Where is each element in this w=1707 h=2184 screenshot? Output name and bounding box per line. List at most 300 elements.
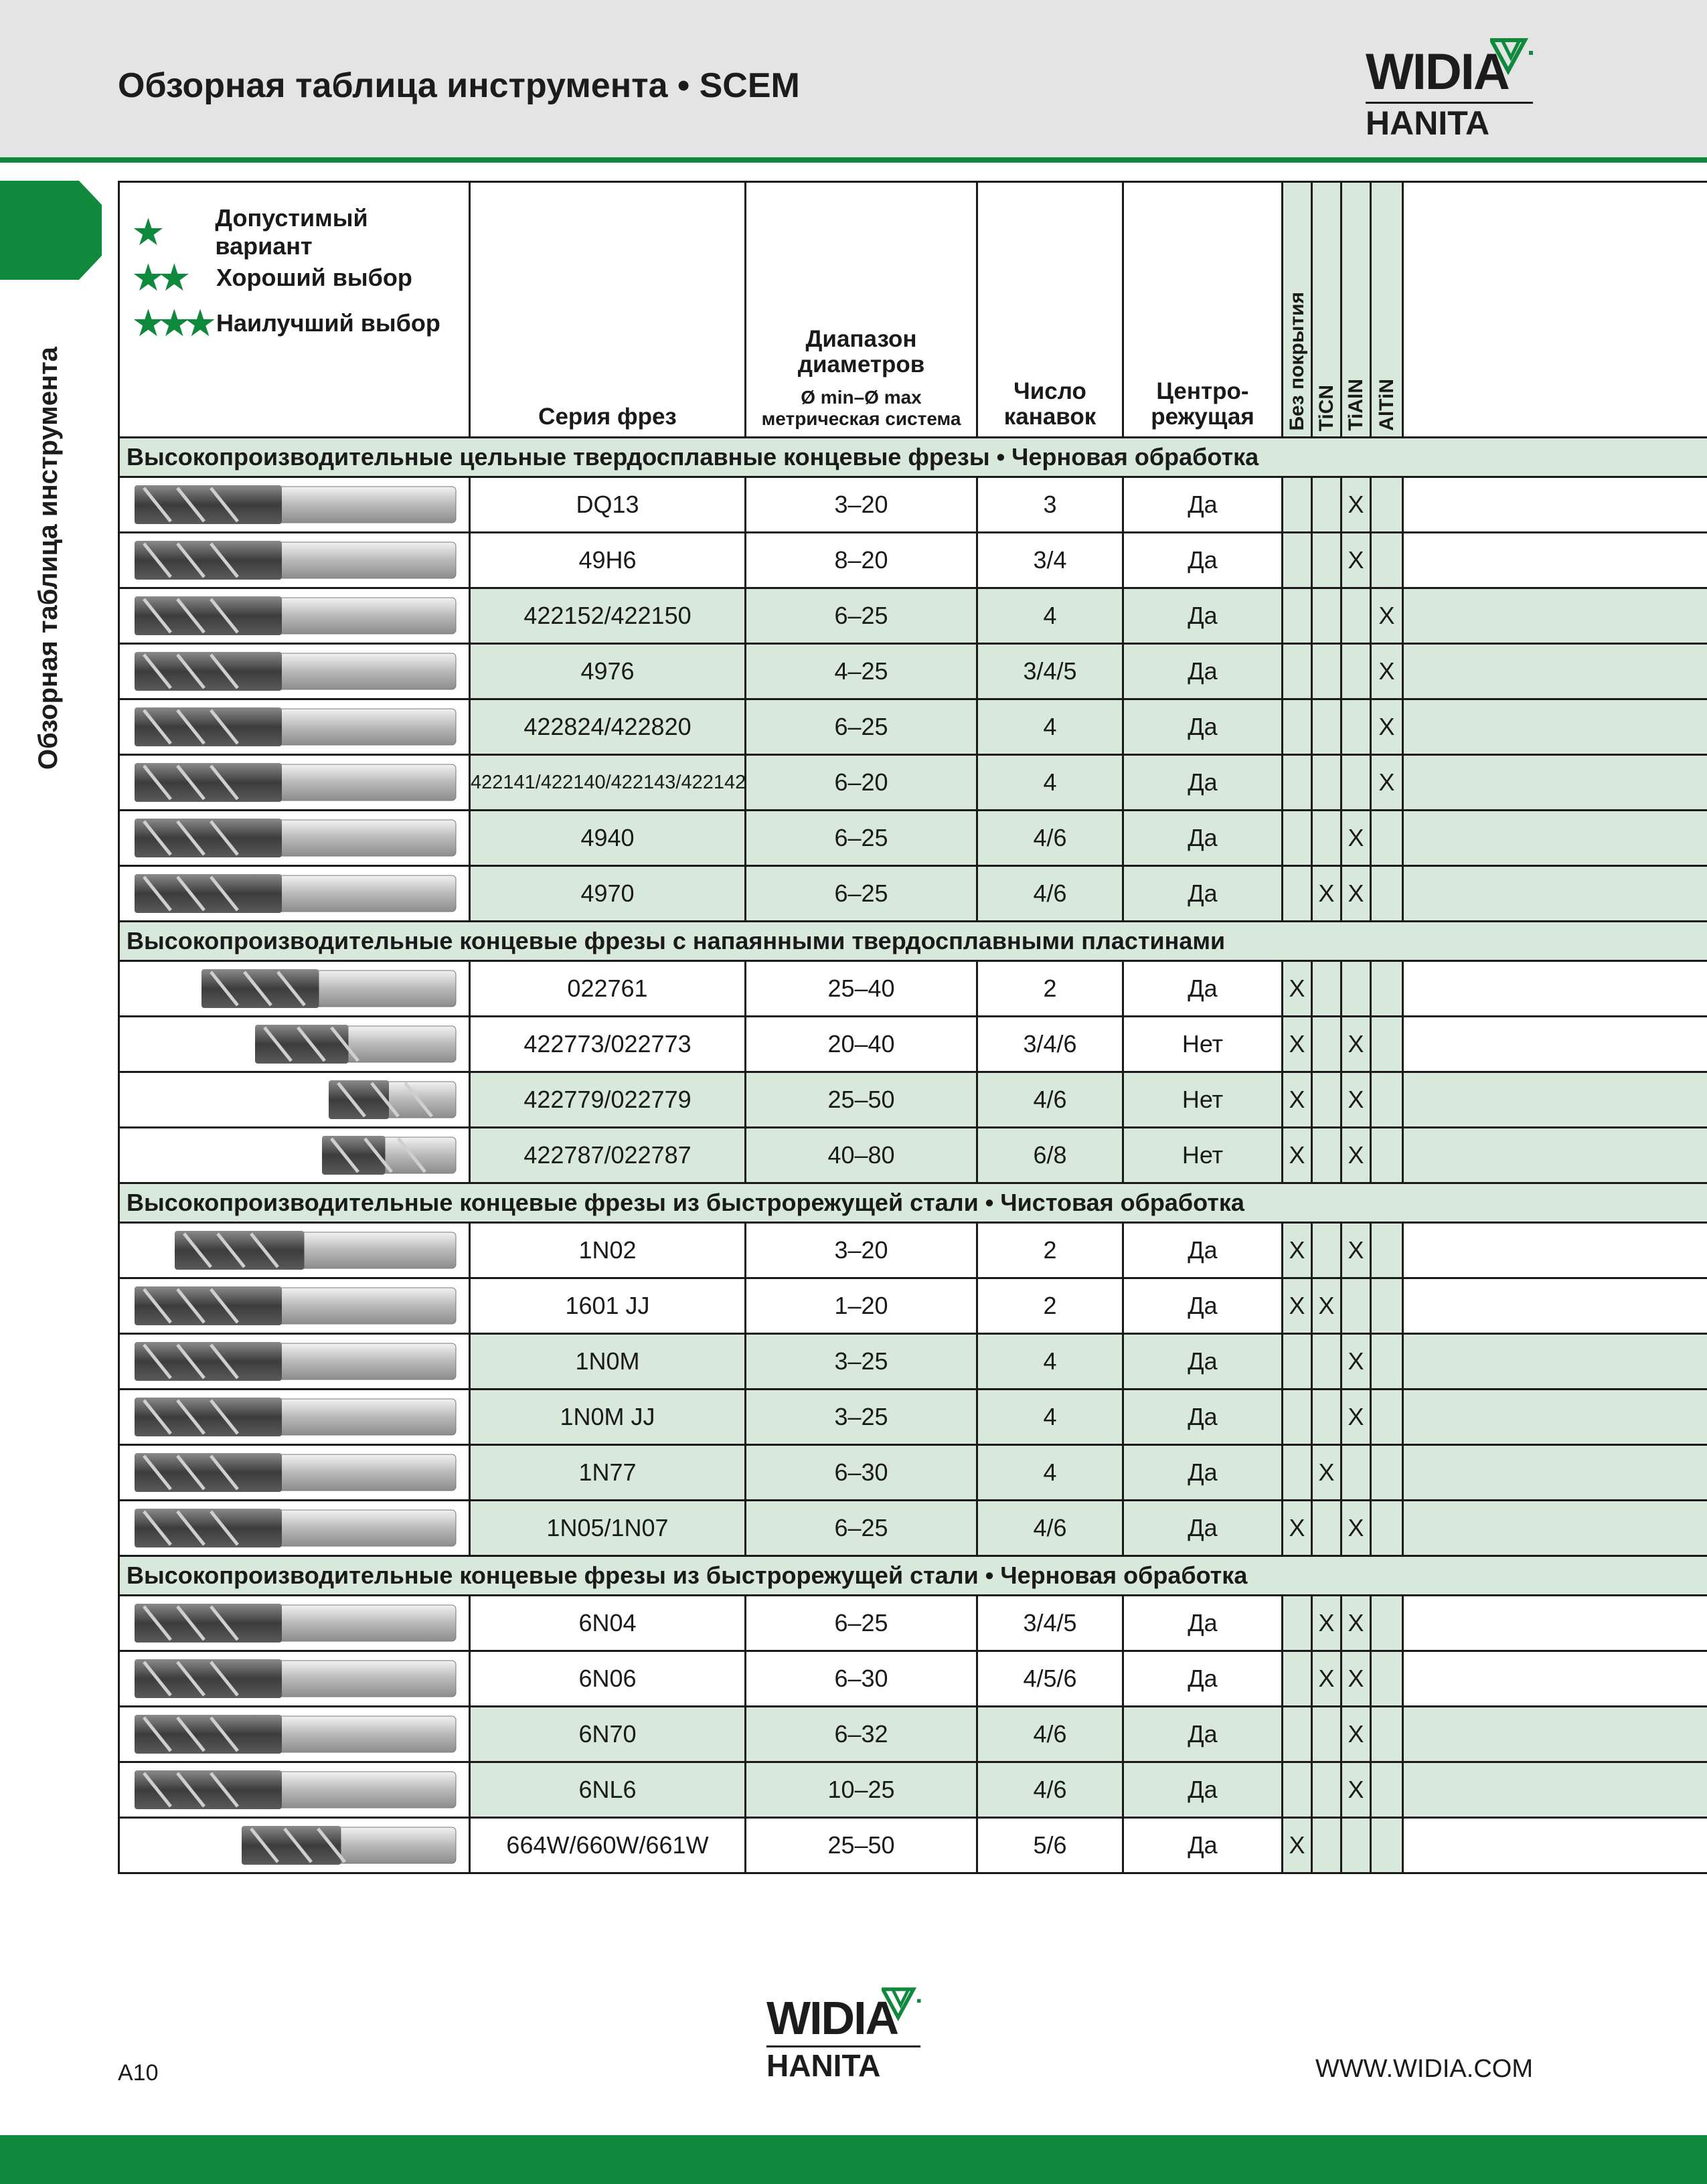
tialn-cell: X xyxy=(1342,1596,1371,1651)
center-cutting-cell: Нет xyxy=(1123,1017,1283,1072)
uncoated-cell xyxy=(1283,1334,1312,1390)
altin-cell xyxy=(1371,1445,1403,1501)
section-tab-marker xyxy=(0,181,102,280)
ticn-cell xyxy=(1312,1017,1342,1072)
tialn-cell: X xyxy=(1342,1334,1371,1390)
table-row xyxy=(119,1017,1707,1072)
empty-cell xyxy=(1403,755,1707,811)
series-cell: 1N02 xyxy=(470,1223,746,1278)
uncoated-cell xyxy=(1283,699,1312,755)
diameter-cell: 40–80 xyxy=(746,1128,977,1183)
altin-cell xyxy=(1371,961,1403,1017)
ticn-cell xyxy=(1312,1762,1342,1818)
center-cutting-cell: Нет xyxy=(1123,1128,1283,1183)
diameter-cell: 6–25 xyxy=(746,866,977,922)
empty-cell xyxy=(1403,533,1707,588)
altin-cell xyxy=(1371,1390,1403,1445)
column-header-diameter: Диапазон диаметров Ø min–Ø max метрическая система xyxy=(746,182,977,438)
logo-triangle-icon xyxy=(882,1987,924,2021)
series-cell: 4976 xyxy=(470,644,746,699)
uncoated-cell: X xyxy=(1283,961,1312,1017)
center-cutting-cell: Да xyxy=(1123,755,1283,811)
section-title: Высокопроизводительные концевые фрезы с напаянными твердосплавными пластинами xyxy=(119,922,1707,961)
altin-cell xyxy=(1371,1762,1403,1818)
altin-cell xyxy=(1371,477,1403,533)
tialn-cell: X xyxy=(1342,811,1371,866)
end-mill-icon xyxy=(131,481,459,528)
diameter-cell: 6–25 xyxy=(746,811,977,866)
tialn-cell: X xyxy=(1342,1390,1371,1445)
tool-image xyxy=(119,1818,470,1873)
tialn-cell xyxy=(1342,644,1371,699)
altin-cell xyxy=(1371,1707,1403,1762)
center-cutting-cell: Да xyxy=(1123,1223,1283,1278)
end-mill-icon xyxy=(131,1338,459,1385)
series-cell: 6NL6 xyxy=(470,1762,746,1818)
end-mill-icon xyxy=(131,759,459,806)
footer-logo-hanita-text: HANITA xyxy=(766,2048,881,2083)
table-row xyxy=(119,755,1707,811)
altin-cell: X xyxy=(1371,755,1403,811)
ticn-cell xyxy=(1312,811,1342,866)
series-cell: 022761 xyxy=(470,961,746,1017)
uncoated-cell xyxy=(1283,1762,1312,1818)
legend-label: Допустимый вариант xyxy=(215,204,368,260)
series-cell: 4970 xyxy=(470,866,746,922)
footer-logo xyxy=(766,1992,920,2083)
table-row xyxy=(119,644,1707,699)
legend-item xyxy=(133,204,469,260)
flutes-cell: 6/8 xyxy=(977,1128,1123,1183)
series-cell: 422779/022779 xyxy=(470,1072,746,1128)
end-mill-icon xyxy=(131,1655,459,1702)
tool-image xyxy=(119,533,470,588)
empty-cell xyxy=(1403,1334,1707,1390)
tialn-cell: X xyxy=(1342,1651,1371,1707)
section-title: Высокопроизводительные концевые фрезы из быстрорежущей стали • Черновая обработка xyxy=(119,1556,1707,1596)
tool-image xyxy=(119,1128,470,1183)
tialn-cell: X xyxy=(1342,1762,1371,1818)
tool-image xyxy=(119,1390,470,1445)
empty-cell xyxy=(1403,1501,1707,1556)
tool-image xyxy=(119,1762,470,1818)
center-cutting-cell: Да xyxy=(1123,588,1283,644)
section-header-row xyxy=(119,438,1707,477)
center-cutting-cell: Да xyxy=(1123,866,1283,922)
uncoated-cell: X xyxy=(1283,1128,1312,1183)
flutes-cell: 4 xyxy=(977,755,1123,811)
end-mill-icon xyxy=(131,1076,459,1123)
ticn-cell xyxy=(1312,1128,1342,1183)
section-title: Высокопроизводительные цельные твердосплавные концевые фрезы • Черновая обработка xyxy=(119,438,1707,477)
tialn-cell xyxy=(1342,755,1371,811)
column-header-ticn: TiCN xyxy=(1312,182,1342,438)
ticn-cell xyxy=(1312,1390,1342,1445)
tialn-cell: X xyxy=(1342,1072,1371,1128)
tool-image xyxy=(119,1501,470,1556)
end-mill-icon xyxy=(131,592,459,639)
uncoated-cell: X xyxy=(1283,1017,1312,1072)
series-cell: 6N04 xyxy=(470,1596,746,1651)
tialn-cell xyxy=(1342,588,1371,644)
flutes-cell: 3/4/6 xyxy=(977,1017,1123,1072)
empty-cell xyxy=(1403,1596,1707,1651)
diameter-cell: 3–25 xyxy=(746,1334,977,1390)
tialn-cell xyxy=(1342,1278,1371,1334)
empty-cell xyxy=(1403,961,1707,1017)
diameter-cell: 25–40 xyxy=(746,961,977,1017)
diameter-cell: 25–50 xyxy=(746,1818,977,1873)
ticn-cell xyxy=(1312,588,1342,644)
table-row xyxy=(119,533,1707,588)
table-row xyxy=(119,1651,1707,1707)
altin-cell xyxy=(1371,1017,1403,1072)
series-cell: DQ13 xyxy=(470,477,746,533)
flutes-cell: 3/4/5 xyxy=(977,1596,1123,1651)
tialn-cell xyxy=(1342,699,1371,755)
empty-cell xyxy=(1403,1017,1707,1072)
series-cell: 422141/422140/422143/422142 xyxy=(470,755,746,811)
uncoated-cell: X xyxy=(1283,1501,1312,1556)
center-cutting-cell: Да xyxy=(1123,1818,1283,1873)
series-cell: 1N77 xyxy=(470,1445,746,1501)
footer-logo-widia-text: WIDIA xyxy=(766,1992,898,2044)
center-cutting-cell: Да xyxy=(1123,1596,1283,1651)
table-row xyxy=(119,1390,1707,1445)
tool-image xyxy=(119,1445,470,1501)
ticn-cell xyxy=(1312,644,1342,699)
diameter-cell: 6–25 xyxy=(746,699,977,755)
end-mill-icon xyxy=(131,1505,459,1551)
column-header-flutes: Число канавок xyxy=(977,182,1123,438)
empty-cell xyxy=(1403,866,1707,922)
flutes-cell: 5/6 xyxy=(977,1818,1123,1873)
series-cell: 664W/660W/661W xyxy=(470,1818,746,1873)
star-icon: ★★ xyxy=(133,259,185,297)
diameter-cell: 10–25 xyxy=(746,1762,977,1818)
altin-cell xyxy=(1371,1651,1403,1707)
tialn-cell: X xyxy=(1342,1128,1371,1183)
uncoated-cell xyxy=(1283,1390,1312,1445)
flutes-cell: 4/6 xyxy=(977,1501,1123,1556)
section-header-row xyxy=(119,1556,1707,1596)
flutes-cell: 3/4 xyxy=(977,533,1123,588)
center-cutting-cell: Да xyxy=(1123,644,1283,699)
ticn-cell xyxy=(1312,1818,1342,1873)
tialn-cell: X xyxy=(1342,866,1371,922)
empty-cell xyxy=(1403,1762,1707,1818)
column-header-altin: AlTiN xyxy=(1371,182,1403,438)
center-cutting-cell: Нет xyxy=(1123,1072,1283,1128)
flutes-cell: 4/6 xyxy=(977,1072,1123,1128)
table-row xyxy=(119,811,1707,866)
ticn-cell xyxy=(1312,699,1342,755)
legend-label: Хороший выбор xyxy=(216,264,412,291)
altin-cell: X xyxy=(1371,699,1403,755)
series-cell: 422152/422150 xyxy=(470,588,746,644)
flutes-cell: 4 xyxy=(977,699,1123,755)
center-cutting-cell: Да xyxy=(1123,1278,1283,1334)
column-header-center-cutting: Центро- режущая xyxy=(1123,182,1283,438)
ticn-cell xyxy=(1312,477,1342,533)
end-mill-icon xyxy=(131,1449,459,1496)
column-header-series: Серия фрез xyxy=(470,182,746,438)
diameter-cell: 6–30 xyxy=(746,1445,977,1501)
ticn-cell: X xyxy=(1312,1445,1342,1501)
table-row xyxy=(119,588,1707,644)
tool-image xyxy=(119,1334,470,1390)
altin-cell xyxy=(1371,1334,1403,1390)
center-cutting-cell: Да xyxy=(1123,533,1283,588)
series-cell: 6N06 xyxy=(470,1651,746,1707)
table-row xyxy=(119,1596,1707,1651)
ticn-cell xyxy=(1312,961,1342,1017)
series-cell: 1N0M JJ xyxy=(470,1390,746,1445)
page-title: Обзорная таблица инструмента • SCEM xyxy=(118,66,800,105)
logo-widia-text: WIDIA xyxy=(1366,44,1509,100)
end-mill-icon xyxy=(131,1766,459,1813)
center-cutting-cell: Да xyxy=(1123,1707,1283,1762)
diameter-cell: 6–32 xyxy=(746,1707,977,1762)
diameter-cell: 3–25 xyxy=(746,1390,977,1445)
empty-cell xyxy=(1403,588,1707,644)
ticn-cell: X xyxy=(1312,866,1342,922)
tool-image xyxy=(119,866,470,922)
uncoated-cell: X xyxy=(1283,1223,1312,1278)
flutes-cell: 4 xyxy=(977,1445,1123,1501)
tool-image xyxy=(119,811,470,866)
table-row xyxy=(119,1445,1707,1501)
empty-cell xyxy=(1403,1072,1707,1128)
empty-cell xyxy=(1403,477,1707,533)
empty-cell xyxy=(1403,1278,1707,1334)
tool-image xyxy=(119,1596,470,1651)
logo-triangle-icon xyxy=(1490,37,1537,75)
ticn-cell: X xyxy=(1312,1651,1342,1707)
flutes-cell: 4/6 xyxy=(977,1762,1123,1818)
ticn-cell xyxy=(1312,533,1342,588)
uncoated-cell xyxy=(1283,1651,1312,1707)
empty-cell xyxy=(1403,699,1707,755)
page-number: A10 xyxy=(118,2060,159,2086)
tool-image xyxy=(119,477,470,533)
tool-image xyxy=(119,588,470,644)
end-mill-icon xyxy=(131,1132,459,1179)
diameter-cell: 6–20 xyxy=(746,755,977,811)
uncoated-cell: X xyxy=(1283,1818,1312,1873)
empty-cell xyxy=(1403,1390,1707,1445)
uncoated-cell xyxy=(1283,477,1312,533)
empty-cell xyxy=(1403,1445,1707,1501)
series-cell: 1N0M xyxy=(470,1334,746,1390)
tialn-cell: X xyxy=(1342,1017,1371,1072)
diameter-cell: 4–25 xyxy=(746,644,977,699)
legend xyxy=(119,182,470,438)
table-row xyxy=(119,866,1707,922)
ticn-cell: X xyxy=(1312,1278,1342,1334)
series-cell: 49H6 xyxy=(470,533,746,588)
tialn-cell: X xyxy=(1342,1707,1371,1762)
series-cell: 1N05/1N07 xyxy=(470,1501,746,1556)
tool-image xyxy=(119,961,470,1017)
end-mill-icon xyxy=(131,1394,459,1440)
tialn-cell xyxy=(1342,1818,1371,1873)
center-cutting-cell: Да xyxy=(1123,1762,1283,1818)
star-icon: ★★★ xyxy=(133,305,212,342)
flutes-cell: 4 xyxy=(977,1390,1123,1445)
diameter-cell: 6–25 xyxy=(746,588,977,644)
center-cutting-cell: Да xyxy=(1123,1390,1283,1445)
tialn-cell: X xyxy=(1342,1223,1371,1278)
tool-overview-table xyxy=(118,181,1707,1874)
center-cutting-cell: Да xyxy=(1123,1334,1283,1390)
tool-image xyxy=(119,755,470,811)
end-mill-icon xyxy=(131,815,459,861)
table-row xyxy=(119,1128,1707,1183)
diameter-cell: 6–25 xyxy=(746,1501,977,1556)
tool-image xyxy=(119,1707,470,1762)
section-title: Высокопроизводительные концевые фрезы из быстрорежущей стали • Чистовая обработка xyxy=(119,1183,1707,1223)
diameter-cell: 3–20 xyxy=(746,1223,977,1278)
flutes-cell: 4/6 xyxy=(977,866,1123,922)
table-row xyxy=(119,1334,1707,1390)
uncoated-cell xyxy=(1283,866,1312,922)
website-url[interactable]: WWW.WIDIA.COM xyxy=(1315,2055,1533,2083)
end-mill-icon xyxy=(131,703,459,750)
altin-cell xyxy=(1371,1501,1403,1556)
header-divider xyxy=(0,157,1707,163)
section-header-row xyxy=(119,922,1707,961)
ticn-cell xyxy=(1312,1707,1342,1762)
empty-cell xyxy=(1403,811,1707,866)
table-row xyxy=(119,1707,1707,1762)
table-row xyxy=(119,1223,1707,1278)
flutes-cell: 3/4/5 xyxy=(977,644,1123,699)
flutes-cell: 2 xyxy=(977,1223,1123,1278)
uncoated-cell xyxy=(1283,644,1312,699)
tialn-cell xyxy=(1342,961,1371,1017)
center-cutting-cell: Да xyxy=(1123,1651,1283,1707)
center-cutting-cell: Да xyxy=(1123,811,1283,866)
table-row xyxy=(119,1278,1707,1334)
altin-cell xyxy=(1371,1128,1403,1183)
series-cell: 6N70 xyxy=(470,1707,746,1762)
diameter-cell: 8–20 xyxy=(746,533,977,588)
end-mill-icon xyxy=(131,1711,459,1758)
empty-cell xyxy=(1403,644,1707,699)
flutes-cell: 4/6 xyxy=(977,811,1123,866)
star-icon: ★ xyxy=(133,214,159,251)
legend-label: Наилучший выбор xyxy=(216,309,440,337)
end-mill-icon xyxy=(131,965,459,1012)
section-header-row xyxy=(119,1183,1707,1223)
end-mill-icon xyxy=(131,1822,459,1869)
tool-image xyxy=(119,1223,470,1278)
uncoated-cell: X xyxy=(1283,1278,1312,1334)
footer-bar xyxy=(0,2135,1707,2184)
altin-cell xyxy=(1371,1818,1403,1873)
table-row xyxy=(119,699,1707,755)
empty-cell xyxy=(1403,1128,1707,1183)
diameter-cell: 25–50 xyxy=(746,1072,977,1128)
ticn-cell xyxy=(1312,1072,1342,1128)
legend-item xyxy=(133,301,469,346)
flutes-cell: 4 xyxy=(977,588,1123,644)
uncoated-cell: X xyxy=(1283,1072,1312,1128)
end-mill-icon xyxy=(131,870,459,917)
legend-item xyxy=(133,255,469,301)
diameter-cell: 3–20 xyxy=(746,477,977,533)
table-row xyxy=(119,961,1707,1017)
altin-cell xyxy=(1371,866,1403,922)
uncoated-cell xyxy=(1283,588,1312,644)
series-cell: 422787/022787 xyxy=(470,1128,746,1183)
empty-cell xyxy=(1403,1651,1707,1707)
tool-image xyxy=(119,1072,470,1128)
altin-cell xyxy=(1371,1223,1403,1278)
center-cutting-cell: Да xyxy=(1123,1445,1283,1501)
tool-image xyxy=(119,1017,470,1072)
ticn-cell xyxy=(1312,1223,1342,1278)
table-row xyxy=(119,1072,1707,1128)
flutes-cell: 2 xyxy=(977,1278,1123,1334)
center-cutting-cell: Да xyxy=(1123,961,1283,1017)
flutes-cell: 4/5/6 xyxy=(977,1651,1123,1707)
flutes-cell: 4 xyxy=(977,1334,1123,1390)
empty-cell xyxy=(1403,1707,1707,1762)
empty-cell xyxy=(1403,1223,1707,1278)
uncoated-cell xyxy=(1283,1707,1312,1762)
altin-cell: X xyxy=(1371,588,1403,644)
end-mill-icon xyxy=(131,537,459,584)
center-cutting-cell: Да xyxy=(1123,477,1283,533)
altin-cell xyxy=(1371,1072,1403,1128)
tool-image xyxy=(119,644,470,699)
ticn-cell: X xyxy=(1312,1596,1342,1651)
uncoated-cell xyxy=(1283,755,1312,811)
altin-cell xyxy=(1371,1278,1403,1334)
column-header-tialn: TiAlN xyxy=(1342,182,1371,438)
diameter-cell: 6–30 xyxy=(746,1651,977,1707)
end-mill-icon xyxy=(131,1600,459,1647)
table-row xyxy=(119,1501,1707,1556)
uncoated-cell xyxy=(1283,1596,1312,1651)
tialn-cell xyxy=(1342,1445,1371,1501)
diameter-cell: 20–40 xyxy=(746,1017,977,1072)
flutes-cell: 2 xyxy=(977,961,1123,1017)
end-mill-icon xyxy=(131,1282,459,1329)
table-row xyxy=(119,477,1707,533)
altin-cell xyxy=(1371,1596,1403,1651)
diameter-cell: 1–20 xyxy=(746,1278,977,1334)
logo-hanita-text: HANITA xyxy=(1366,104,1490,142)
table-row xyxy=(119,1762,1707,1818)
side-section-label: Обзорная таблица инструмента xyxy=(33,347,63,770)
end-mill-icon xyxy=(131,1021,459,1068)
end-mill-icon xyxy=(131,1227,459,1274)
diameter-cell: 6–25 xyxy=(746,1596,977,1651)
altin-cell xyxy=(1371,533,1403,588)
altin-cell xyxy=(1371,811,1403,866)
ticn-cell xyxy=(1312,1334,1342,1390)
column-header-uncoated: Без покрытия xyxy=(1283,182,1312,438)
tool-image xyxy=(119,699,470,755)
series-cell: 422824/422820 xyxy=(470,699,746,755)
tialn-cell: X xyxy=(1342,477,1371,533)
tool-image xyxy=(119,1278,470,1334)
table-row xyxy=(119,1818,1707,1873)
tialn-cell: X xyxy=(1342,533,1371,588)
